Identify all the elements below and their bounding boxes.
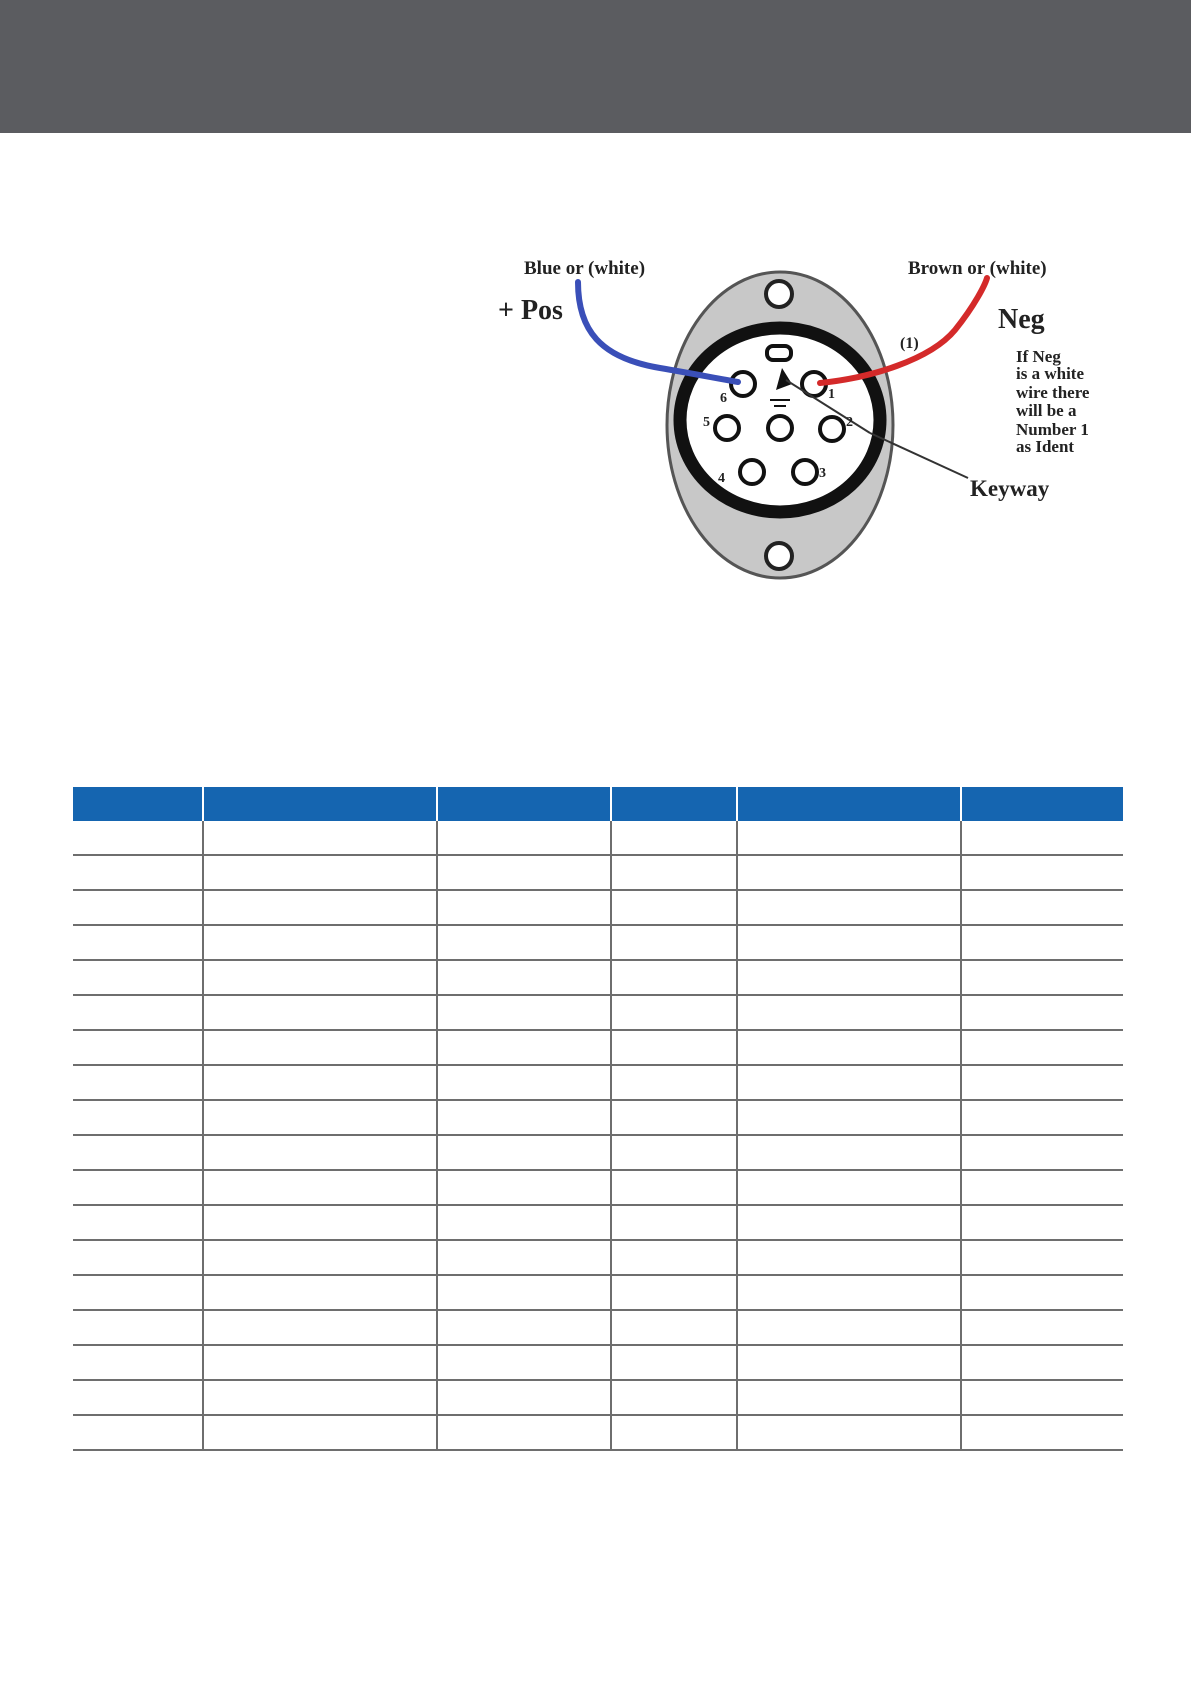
table-cell <box>611 1380 737 1415</box>
table-cell <box>961 995 1123 1030</box>
table-row <box>73 1205 1123 1240</box>
column-header-4 <box>611 787 737 821</box>
table-cell <box>73 1065 203 1100</box>
table-cell <box>737 1380 961 1415</box>
table-cell <box>437 1135 611 1170</box>
table-cell <box>961 1415 1123 1450</box>
pin-number-6: 6 <box>720 391 727 406</box>
table-cell <box>611 1240 737 1275</box>
table-cell <box>203 1345 437 1380</box>
table-cell <box>437 925 611 960</box>
table-cell <box>437 1030 611 1065</box>
data-table-container <box>73 787 1123 1451</box>
table-row <box>73 1345 1123 1380</box>
pin-number-2: 2 <box>846 415 853 430</box>
connector-diagram <box>490 250 1130 590</box>
table-cell <box>737 1345 961 1380</box>
table-cell <box>437 960 611 995</box>
table-cell <box>73 1205 203 1240</box>
table-row <box>73 1030 1123 1065</box>
table-cell <box>737 925 961 960</box>
column-header-6 <box>961 787 1123 821</box>
table-header-row <box>73 787 1123 821</box>
table-row <box>73 890 1123 925</box>
pin-3 <box>793 460 817 484</box>
table-cell <box>611 1065 737 1100</box>
table-cell <box>73 1240 203 1275</box>
table-cell <box>611 925 737 960</box>
neg-note-line: wire there <box>1016 383 1090 402</box>
table-cell <box>73 995 203 1030</box>
neg-note-line: Number 1 <box>1016 420 1089 439</box>
table-cell <box>961 855 1123 890</box>
pin-5 <box>715 416 739 440</box>
table-cell <box>611 1205 737 1240</box>
table-cell <box>611 1275 737 1310</box>
table-cell <box>737 1065 961 1100</box>
table-cell <box>737 1205 961 1240</box>
table-cell <box>73 1135 203 1170</box>
table-cell <box>961 1380 1123 1415</box>
table-cell <box>73 855 203 890</box>
table-cell <box>961 1240 1123 1275</box>
table-row <box>73 1275 1123 1310</box>
pin-number-5: 5 <box>703 415 710 430</box>
table-row <box>73 960 1123 995</box>
table-cell <box>961 890 1123 925</box>
table-cell <box>203 890 437 925</box>
keyway-label: Keyway <box>970 476 1050 501</box>
table-cell <box>437 1205 611 1240</box>
table-cell <box>737 1240 961 1275</box>
table-cell <box>961 1310 1123 1345</box>
table-cell <box>737 1135 961 1170</box>
table-cell <box>737 995 961 1030</box>
table-row <box>73 1135 1123 1170</box>
column-header-1 <box>73 787 203 821</box>
column-header-3 <box>437 787 611 821</box>
table-cell <box>203 1170 437 1205</box>
neg-note-line: as Ident <box>1016 437 1075 456</box>
table-cell <box>73 1310 203 1345</box>
table-cell <box>203 960 437 995</box>
table-cell <box>203 821 437 855</box>
table-cell <box>437 1275 611 1310</box>
header-bar <box>0 0 1191 133</box>
table-cell <box>203 925 437 960</box>
table-cell <box>203 1240 437 1275</box>
table-cell <box>203 1135 437 1170</box>
table-cell <box>737 1170 961 1205</box>
table-cell <box>611 1345 737 1380</box>
neg-note-line: is a white <box>1016 364 1084 383</box>
table-cell <box>961 925 1123 960</box>
column-header-5 <box>737 787 961 821</box>
table-cell <box>437 1065 611 1100</box>
table-cell <box>611 855 737 890</box>
table-cell <box>961 1065 1123 1100</box>
keyway-notch <box>767 346 791 360</box>
table-cell <box>73 821 203 855</box>
table-row <box>73 1415 1123 1450</box>
neg-note-line: will be a <box>1016 401 1077 420</box>
table-cell <box>437 1170 611 1205</box>
table-cell <box>611 1415 737 1450</box>
table-cell <box>737 855 961 890</box>
mount-hole-bottom <box>766 543 792 569</box>
table-cell <box>203 855 437 890</box>
table-cell <box>611 890 737 925</box>
table-row <box>73 1240 1123 1275</box>
table-row <box>73 855 1123 890</box>
brown-wire-label: Brown or (white) <box>908 258 1047 279</box>
table-cell <box>73 1030 203 1065</box>
table-cell <box>737 1100 961 1135</box>
pin-number-1: 1 <box>828 387 835 402</box>
table-cell <box>437 1240 611 1275</box>
table-cell <box>611 995 737 1030</box>
column-header-2 <box>203 787 437 821</box>
table-row <box>73 821 1123 855</box>
table-cell <box>437 1345 611 1380</box>
table-cell <box>73 890 203 925</box>
pin-4 <box>740 460 764 484</box>
table-cell <box>961 1275 1123 1310</box>
table-cell <box>961 1100 1123 1135</box>
table-row <box>73 1170 1123 1205</box>
neg-label: Neg <box>998 304 1045 335</box>
table-row <box>73 1100 1123 1135</box>
table-cell <box>737 960 961 995</box>
table-cell <box>73 1345 203 1380</box>
table-row <box>73 1310 1123 1345</box>
mount-hole-top <box>766 281 792 307</box>
table-cell <box>611 1310 737 1345</box>
pin-2 <box>820 417 844 441</box>
table-cell <box>203 1205 437 1240</box>
table-cell <box>437 855 611 890</box>
table-cell <box>737 1310 961 1345</box>
table-cell <box>437 890 611 925</box>
table-cell <box>203 995 437 1030</box>
table-cell <box>611 1135 737 1170</box>
table-cell <box>437 1100 611 1135</box>
table-cell <box>73 1415 203 1450</box>
table-row <box>73 1065 1123 1100</box>
table-row <box>73 925 1123 960</box>
table-cell <box>203 1030 437 1065</box>
table-cell <box>611 1030 737 1065</box>
table-cell <box>961 1030 1123 1065</box>
neg-note <box>1016 347 1090 456</box>
table-cell <box>961 1170 1123 1205</box>
table-cell <box>437 1415 611 1450</box>
table-cell <box>73 1170 203 1205</box>
table-cell <box>737 1030 961 1065</box>
table-cell <box>961 1135 1123 1170</box>
table-cell <box>961 960 1123 995</box>
pin1-marker: (1) <box>900 335 919 352</box>
table-cell <box>737 1415 961 1450</box>
table-cell <box>737 1275 961 1310</box>
table-cell <box>73 960 203 995</box>
table-cell <box>73 1275 203 1310</box>
table-cell <box>203 1310 437 1345</box>
table-cell <box>73 925 203 960</box>
table-cell <box>961 1345 1123 1380</box>
table-cell <box>737 890 961 925</box>
table-cell <box>737 821 961 855</box>
table-cell <box>611 960 737 995</box>
table-cell <box>437 995 611 1030</box>
table-cell <box>611 1100 737 1135</box>
table-cell <box>437 1310 611 1345</box>
neg-note-line: If Neg <box>1016 347 1061 366</box>
table-cell <box>611 821 737 855</box>
table-row <box>73 995 1123 1030</box>
pin-center <box>768 416 792 440</box>
table-cell <box>203 1275 437 1310</box>
table-cell <box>203 1415 437 1450</box>
table-cell <box>203 1065 437 1100</box>
table-cell <box>961 1205 1123 1240</box>
table-cell <box>73 1100 203 1135</box>
pin-number-4: 4 <box>718 471 725 486</box>
table-cell <box>73 1380 203 1415</box>
pin-number-3: 3 <box>819 466 826 481</box>
data-table <box>73 787 1123 1451</box>
table-row <box>73 1380 1123 1415</box>
table-cell <box>203 1380 437 1415</box>
table-cell <box>437 1380 611 1415</box>
table-cell <box>203 1100 437 1135</box>
pos-label: + Pos <box>498 295 563 326</box>
table-cell <box>611 1170 737 1205</box>
blue-wire-label: Blue or (white) <box>524 258 646 279</box>
table-cell <box>437 821 611 855</box>
table-cell <box>961 821 1123 855</box>
